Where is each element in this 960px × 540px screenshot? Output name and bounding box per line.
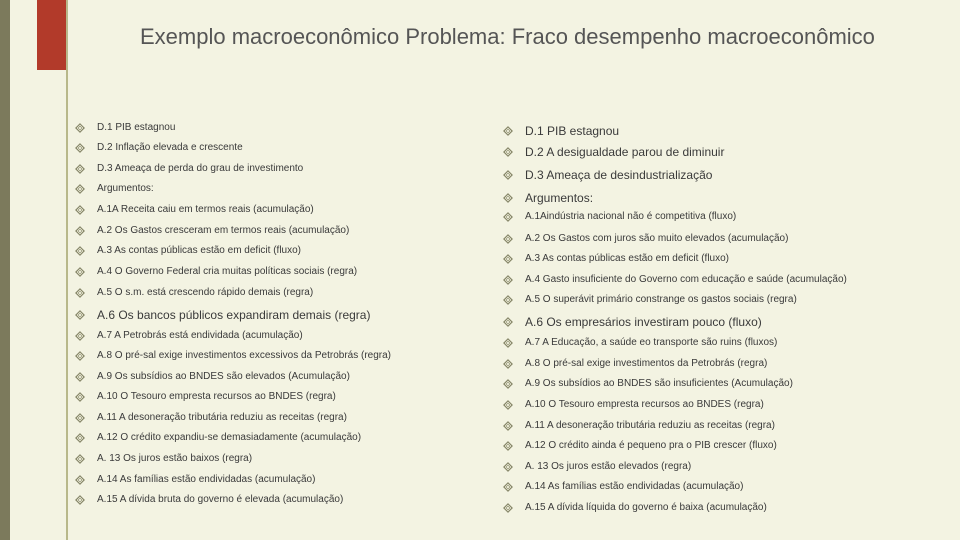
list-item-text: A.9 Os subsídios ao BNDES são insuficientes (Acumulação)	[525, 378, 793, 389]
diamond-bullet-icon	[503, 379, 525, 389]
list-item	[75, 183, 475, 194]
accent-square	[37, 0, 67, 70]
diamond-bullet-icon	[75, 226, 97, 236]
list-item	[503, 358, 943, 369]
diamond-bullet-icon	[75, 143, 97, 153]
diamond-bullet-icon	[503, 193, 525, 203]
list-item	[503, 420, 943, 431]
list-item	[75, 225, 475, 236]
diamond-bullet-icon	[75, 267, 97, 277]
list-item-text: A.10 O Tesouro empresta recursos ao BNDES (regra)	[525, 399, 764, 410]
diamond-bullet-icon	[75, 351, 97, 361]
list-item-text: A.5 O superávit primário constrange os gastos sociais (regra)	[525, 294, 797, 305]
list-item	[75, 142, 475, 153]
diamond-bullet-icon	[503, 147, 525, 157]
diamond-bullet-icon	[503, 170, 525, 180]
list-item-text: A.2 Os Gastos cresceram em termos reais (acumulação)	[97, 225, 350, 236]
list-item-text: A.1Aindústria nacional não é competitiva (fluxo)	[525, 211, 737, 222]
list-item-text: A.14 As famílias estão endividadas (acumulação)	[97, 474, 316, 485]
list-item	[503, 481, 943, 492]
diamond-bullet-icon	[503, 462, 525, 472]
list-item	[75, 474, 475, 485]
list-item	[75, 453, 475, 464]
diamond-bullet-icon	[503, 400, 525, 410]
list-item-text: A.12 O crédito expandiu-se demasiadamente (acumulação)	[97, 432, 362, 443]
list-item-text: A.2 Os Gastos com juros são muito elevados (acumulação)	[525, 233, 789, 244]
list-item	[503, 337, 943, 348]
list-item	[75, 204, 475, 215]
list-item	[75, 266, 475, 277]
diamond-bullet-icon	[75, 164, 97, 174]
diamond-bullet-icon	[75, 246, 97, 256]
list-item	[503, 253, 943, 264]
list-item-text: D.1 PIB estagnou	[97, 122, 176, 133]
list-item-text: A.14 As famílias estão endividadas (acumulação)	[525, 481, 744, 492]
list-item	[503, 440, 943, 451]
diamond-bullet-icon	[503, 254, 525, 264]
diamond-bullet-icon	[75, 205, 97, 215]
list-item-text: A.3 As contas públicas estão em deficit (fluxo)	[97, 245, 301, 256]
list-item	[503, 124, 943, 138]
list-item	[75, 245, 475, 256]
list-item	[503, 461, 943, 472]
list-item-text: A.15 A dívida líquida do governo é baixa (acumulação)	[525, 502, 767, 513]
diamond-bullet-icon	[75, 495, 97, 505]
list-item	[503, 399, 943, 410]
diamond-bullet-icon	[75, 475, 97, 485]
list-item	[75, 308, 475, 322]
diamond-bullet-icon	[503, 482, 525, 492]
list-item-text: A.11 A desoneração tributária reduziu as receitas (regra)	[97, 412, 347, 423]
list-item-text: A.6 Os empresários investiram pouco (fluxo)	[525, 315, 762, 329]
diamond-bullet-icon	[75, 123, 97, 133]
list-item-text: Argumentos:	[97, 183, 154, 194]
diamond-bullet-icon	[503, 338, 525, 348]
list-item	[503, 294, 943, 305]
list-item	[503, 378, 943, 389]
list-item-text: D.3 Ameaça de desindustrialização	[525, 168, 713, 182]
list-item-text: A.15 A dívida bruta do governo é elevada (acumulação)	[97, 494, 344, 505]
diamond-bullet-icon	[75, 184, 97, 194]
list-item-text: A.8 O pré-sal exige investimentos da Petrobrás (regra)	[525, 358, 768, 369]
diamond-bullet-icon	[503, 234, 525, 244]
list-item	[75, 350, 475, 361]
diamond-bullet-icon	[75, 454, 97, 464]
list-item-text: A.6 Os bancos públicos expandiram demais (regra)	[97, 308, 371, 322]
list-item	[75, 122, 475, 133]
diamond-bullet-icon	[75, 413, 97, 423]
accent-line	[66, 0, 68, 540]
list-item-text: A.8 O pré-sal exige investimentos excessivos da Petrobrás (regra)	[97, 350, 392, 361]
list-item-text: D.2 Inflação elevada e crescente	[97, 142, 243, 153]
list-item	[503, 315, 943, 329]
diamond-bullet-icon	[503, 126, 525, 136]
list-item-text: A. 13 Os juros estão elevados (regra)	[525, 461, 692, 472]
list-item-text: A.7 A Petrobrás está endividada (acumulação)	[97, 330, 303, 341]
list-item-text: A.5 O s.m. está crescendo rápido demais (regra)	[97, 287, 314, 298]
diamond-bullet-icon	[503, 359, 525, 369]
diamond-bullet-icon	[75, 433, 97, 443]
list-item-text: D.2 A desigualdade parou de diminuir	[525, 145, 725, 159]
list-item	[503, 274, 943, 285]
list-item	[75, 330, 475, 341]
diamond-bullet-icon	[503, 295, 525, 305]
list-item	[503, 233, 943, 244]
list-item-text: A.10 O Tesouro empresta recursos ao BNDES (regra)	[97, 391, 336, 402]
list-item-text: A.7 A Educação, a saúde eo transporte são ruins (fluxos)	[525, 337, 778, 348]
list-item	[75, 494, 475, 505]
list-item	[503, 191, 943, 205]
list-item	[503, 145, 943, 159]
left-decor-bar	[0, 0, 10, 540]
list-item	[75, 432, 475, 443]
list-item	[75, 391, 475, 402]
list-item-text: D.1 PIB estagnou	[525, 124, 620, 138]
list-item-text: A.1A Receita caiu em termos reais (acumulação)	[97, 204, 314, 215]
list-item	[75, 371, 475, 382]
list-item-text: D.3 Ameaça de perda do grau de investimento	[97, 163, 304, 174]
list-item	[503, 168, 943, 182]
diamond-bullet-icon	[75, 392, 97, 402]
page-title: Exemplo macroeconômico Problema: Fraco desempenho macroeconômico	[140, 24, 875, 49]
list-item	[503, 211, 943, 222]
diamond-bullet-icon	[75, 372, 97, 382]
diamond-bullet-icon	[75, 288, 97, 298]
list-item	[75, 287, 475, 298]
diamond-bullet-icon	[503, 421, 525, 431]
list-item-text: Argumentos:	[525, 191, 594, 205]
list-item-text: A.4 Gasto insuficiente do Governo com educação e saúde (acumulação)	[525, 274, 847, 285]
diamond-bullet-icon	[75, 331, 97, 341]
list-item	[75, 163, 475, 174]
diamond-bullet-icon	[75, 310, 97, 320]
diamond-bullet-icon	[503, 317, 525, 327]
list-item-text: A.3 As contas públicas estão em deficit (fluxo)	[525, 253, 729, 264]
list-item-text: A.4 O Governo Federal cria muitas políticas sociais (regra)	[97, 266, 358, 277]
list-item-text: A.11 A desoneração tributária reduziu as receitas (regra)	[525, 420, 775, 431]
list-item-text: A.12 O crédito ainda é pequeno pra o PIB crescer (fluxo)	[525, 440, 777, 451]
diamond-bullet-icon	[503, 212, 525, 222]
list-item	[75, 412, 475, 423]
diamond-bullet-icon	[503, 441, 525, 451]
list-item-text: A.9 Os subsídios ao BNDES são elevados (Acumulação)	[97, 371, 350, 382]
diamond-bullet-icon	[503, 275, 525, 285]
diamond-bullet-icon	[503, 503, 525, 513]
list-item-text: A. 13 Os juros estão baixos (regra)	[97, 453, 253, 464]
list-item	[503, 502, 943, 513]
